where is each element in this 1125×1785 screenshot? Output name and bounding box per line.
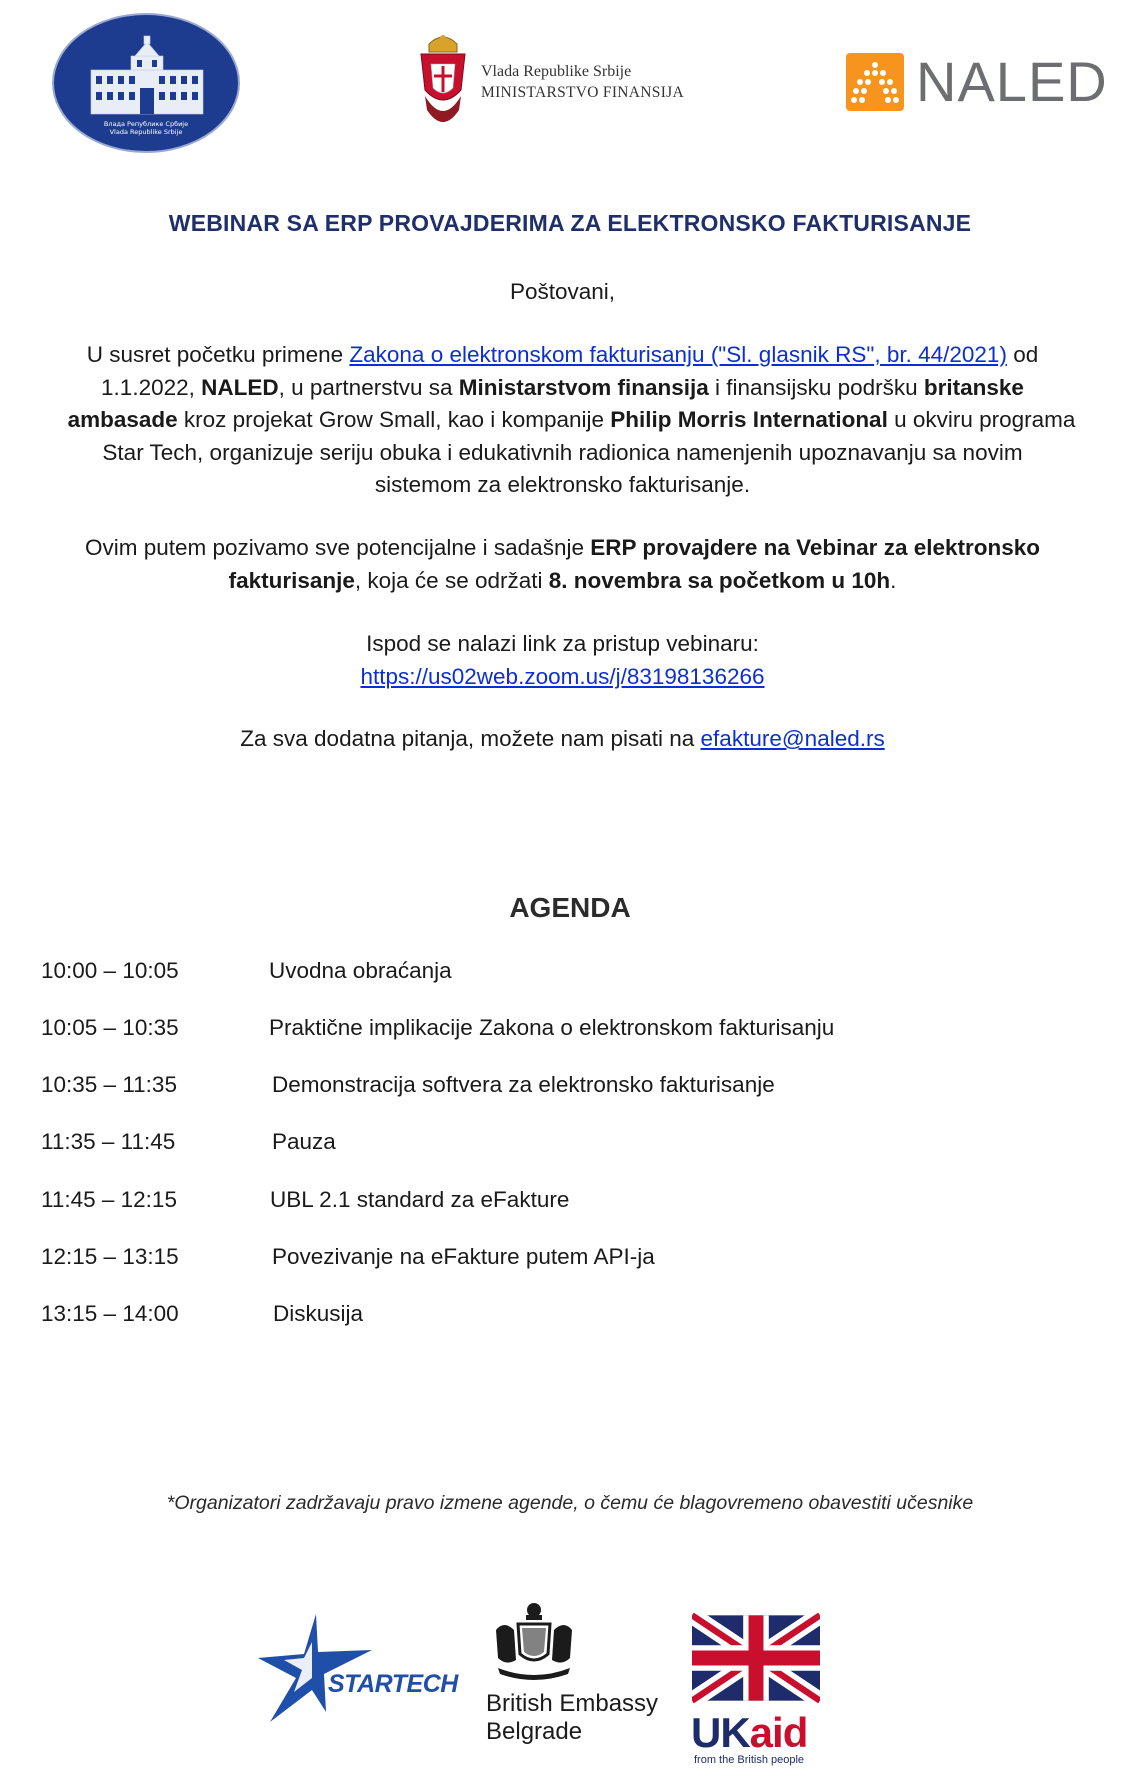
intro-text: kroz projekat Grow Small, kao i kompanije: [177, 407, 611, 432]
ambasade-bold: ambasade: [67, 407, 178, 432]
agenda-time: 13:15 – 14:00: [41, 1301, 179, 1326]
royal-coat-of-arms-icon: [484, 1600, 584, 1686]
intro-line-5: sistemom za elektronsko fakturisanje.: [374, 472, 751, 497]
intro-line-4: Star Tech, organizuje seriju obuka i edukativnih radionica namenjenih upoznavanju sa novim: [102, 439, 1023, 465]
star-icon: [254, 1612, 374, 1724]
ministry-line-1: Vlada Republike Srbije: [481, 63, 632, 80]
intro-text: 1.1.2022,: [101, 374, 202, 400]
agenda-item: Povezivanje na eFakture putem API-ja: [272, 1244, 655, 1269]
naled-mark-icon: [846, 53, 904, 111]
ministry-of-finance-logo: [415, 30, 735, 142]
intro-line-1: [0, 339, 1125, 372]
agenda-item: Praktične implikacije Zakona o elektronskom fakturisanju: [269, 1015, 835, 1040]
startech-wordmark: STARTECH: [328, 1670, 458, 1698]
british-embassy-logo: [484, 1600, 664, 1745]
embassy-line-2: Belgrade: [486, 1718, 583, 1745]
ministry-line-2: MINISTARSTVO FINANSIJA: [481, 84, 684, 101]
date-time-bold: 8. novembra sa početkom u 10h: [548, 567, 891, 593]
invite-paragraph: [0, 532, 1125, 597]
contact-text: Za sva dodatna pitanja, možete nam pisati na: [240, 726, 701, 751]
agenda-item: Uvodna obraćanja: [269, 958, 452, 983]
agenda-time: 11:45 – 12:15: [41, 1187, 177, 1212]
british-bold: britanske: [923, 374, 1024, 400]
ukaid-logo: [692, 1612, 822, 1767]
intro-text: U susret početku primene: [86, 342, 350, 367]
agenda-title: AGENDA: [509, 892, 631, 923]
gov-logo-text-2: Vlada Republike Srbije: [109, 128, 183, 136]
ukaid-wordmark: [691, 1709, 808, 1756]
link-block: [0, 628, 1125, 693]
naled-bold: NALED: [201, 374, 279, 400]
government-oval-logo: [51, 12, 241, 154]
ukaid-uk: UK: [691, 1709, 750, 1756]
ukaid-tagline: from the British people: [694, 1754, 805, 1766]
agenda-time: 10:35 – 11:35: [41, 1072, 177, 1097]
invite-text: .: [890, 567, 897, 593]
gov-logo-text-1: Влада Републике Србије: [103, 120, 189, 128]
invite-text: , koja će se održati: [354, 567, 549, 593]
union-jack-icon: [692, 1612, 820, 1704]
agenda-item: Demonstracija softvera za elektronsko fakturisanje: [272, 1072, 775, 1097]
invite-bold: fakturisanje: [228, 567, 355, 593]
page-title: WEBINAR SA ERP PROVAJDERIMA ZA ELEKTRONSKO FAKTURISANJE: [168, 210, 972, 236]
contact-email-link[interactable]: efakture@naled.rs: [700, 726, 885, 751]
intro-text: od: [1006, 342, 1039, 367]
agenda-item: Diskusija: [273, 1301, 364, 1326]
pmi-bold: Philip Morris International: [610, 407, 888, 432]
intro-paragraph: [0, 339, 1125, 502]
greeting: Poštovani,: [509, 279, 616, 304]
intro-text: , u partnerstvu sa: [278, 374, 459, 400]
agenda-time: 12:15 – 13:15: [41, 1244, 179, 1269]
embassy-line-1: British Embassy: [486, 1690, 659, 1717]
ukaid-aid: aid: [749, 1709, 808, 1756]
invite-bold: ERP provajdere na Vebinar za elektronsko: [590, 535, 1041, 560]
agenda-item: UBL 2.1 standard za eFakture: [270, 1187, 570, 1212]
naled-logo: [846, 51, 1106, 113]
invite-line-1: [0, 532, 1125, 565]
startech-logo: [254, 1612, 458, 1724]
naled-wordmark: NALED: [916, 50, 1108, 113]
contact-line: [0, 723, 1125, 756]
invite-line-2: [0, 565, 1125, 598]
serbian-coat-of-arms-icon: [415, 30, 471, 142]
agenda-time: 10:00 – 10:05: [41, 958, 179, 983]
agenda-note: *Organizatori zadržavaju pravo izmene agende, o čemu će blagovremeno obavestiti učesnike: [166, 1492, 974, 1514]
intro-text: i finansijsku podršku: [708, 374, 924, 400]
agenda-item: Pauza: [272, 1129, 336, 1154]
intro-line-2: [0, 372, 1125, 405]
intro-text: u okviru programa: [887, 407, 1076, 432]
ministry-bold: Ministarstvom finansija: [458, 374, 709, 400]
intro-line-3: [18, 404, 1125, 437]
link-intro: Ispod se nalazi link za pristup vebinaru:: [366, 631, 759, 656]
invite-text: Ovim putem pozivamo sve potencijalne i sadašnje: [84, 535, 591, 560]
zoom-link[interactable]: https://us02web.zoom.us/j/83198136266: [360, 663, 765, 689]
agenda-time: 11:35 – 11:45: [41, 1129, 176, 1154]
agenda-time: 10:05 – 10:35: [41, 1015, 179, 1040]
law-link[interactable]: Zakona o elektronskom fakturisanju ("Sl. glasnik RS", br. 44/2021): [349, 342, 1007, 367]
